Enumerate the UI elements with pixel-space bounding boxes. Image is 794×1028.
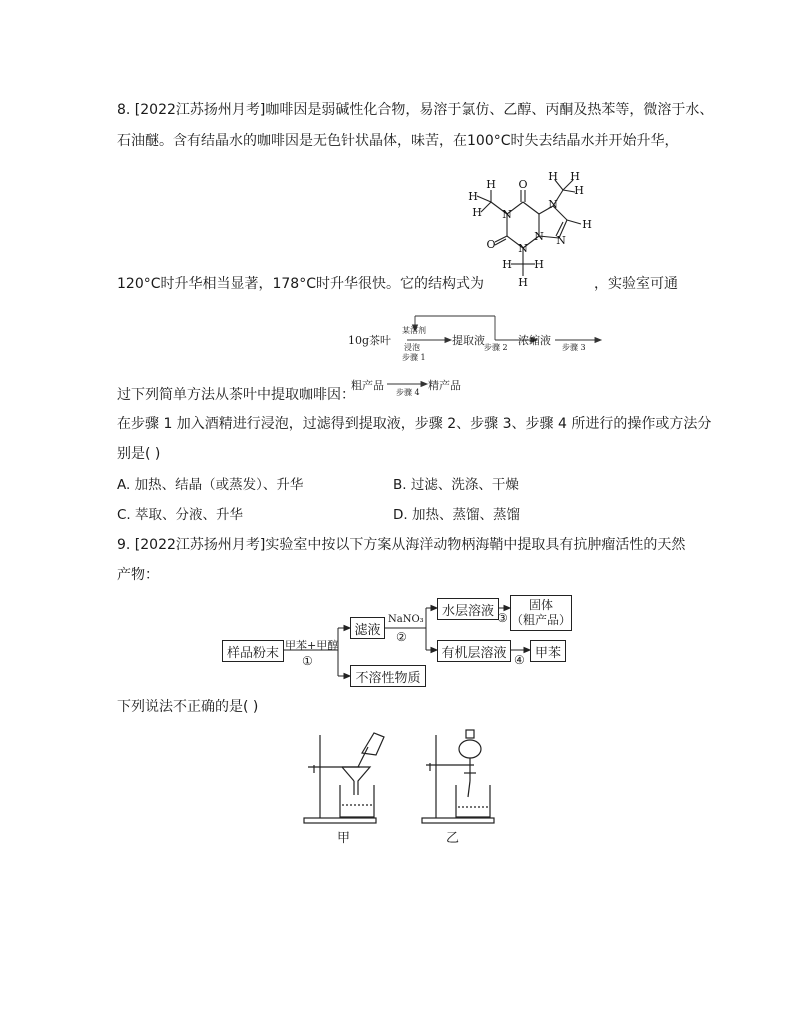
- atom-h: H: [486, 178, 496, 191]
- atom-h: H: [574, 184, 584, 197]
- option-c[interactable]: C. 萃取、分液、升华: [117, 507, 244, 523]
- atom-n: N: [518, 242, 528, 255]
- atom-n: N: [556, 234, 566, 247]
- solid-line-2: （粗产品）: [511, 613, 572, 627]
- q8-line-5: 在步骤 1 加入酒精进行浸泡，过滤得到提取液，步骤 2、步骤 3、步骤 4 所进行的操作或方法分: [117, 416, 712, 432]
- flow-tea: 10g茶叶: [348, 334, 392, 347]
- option-b[interactable]: B. 过滤、洗涤、干燥: [393, 477, 519, 493]
- box-aqueous: 水层溶液: [437, 598, 499, 620]
- atom-n: N: [548, 198, 558, 211]
- atom-o: O: [518, 178, 528, 191]
- flow-step1-top: 浸泡: [404, 343, 420, 352]
- label-jia: 甲: [337, 831, 351, 846]
- flow-extract: 提取液: [452, 334, 485, 347]
- atom-h: H: [582, 218, 592, 231]
- label-nano3: NaNO₃: [388, 614, 424, 625]
- flow-solvent: 某溶剂: [402, 326, 426, 335]
- atom-n: N: [534, 230, 544, 243]
- atom-h: H: [472, 206, 482, 219]
- q9-question: 下列说法不正确的是( ): [117, 699, 259, 715]
- option-d[interactable]: D. 加热、蒸馏、蒸馏: [393, 507, 520, 523]
- label-step1: ①: [302, 654, 313, 668]
- atom-h: H: [534, 258, 544, 271]
- label-step2: ②: [396, 630, 407, 644]
- label-step3: ③: [497, 611, 508, 625]
- q8-line-1: 8. [2022江苏扬州月考]咖啡因是弱碱性化合物，易溶于氯仿、乙醇、丙酮及热苯等，微溶于水、: [117, 102, 714, 118]
- flow-concentrate: 浓缩液: [518, 334, 551, 347]
- atom-h: H: [548, 172, 558, 183]
- box-solid: [510, 595, 572, 631]
- q8-line-6: 别是( ): [117, 446, 161, 462]
- flow-crude: 粗产品: [351, 379, 384, 392]
- q8-line-3-before: 120°C时升华相当显著，178°C时升华很快。它的结构式为: [117, 276, 484, 292]
- flow-step1-bottom: 步骤 1: [402, 353, 426, 362]
- atom-h: H: [570, 172, 580, 183]
- box-organic: 有机层溶液: [437, 640, 511, 662]
- apparatus-separatory-funnel: [418, 725, 503, 830]
- option-a[interactable]: A. 加热、结晶（或蒸发）、升华: [117, 477, 304, 493]
- q9-line-1: 9. [2022江苏扬州月考]实验室中按以下方案从海洋动物柄海鞘中提取具有抗肿瘤活性的天然: [117, 537, 686, 553]
- box-filtrate: 滤液: [350, 617, 385, 639]
- solid-line-1: 固体: [528, 598, 553, 612]
- q8-flow-arrows: [345, 312, 605, 397]
- box-sample: 样品粉末: [222, 640, 284, 662]
- atom-o: O: [486, 238, 496, 251]
- box-toluene: 甲苯: [530, 640, 566, 662]
- label-reagent1: 甲苯+甲醇: [285, 639, 339, 652]
- atom-n: N: [502, 208, 512, 221]
- label-yi: 乙: [446, 831, 460, 846]
- q9-line-2: 产物：: [117, 567, 159, 583]
- flow-step2: 步骤 2: [484, 343, 508, 352]
- q8-line-3-after: ，实验室可通: [594, 276, 678, 292]
- atom-h: H: [518, 276, 528, 289]
- flow-step4: 步骤 4: [396, 388, 420, 397]
- box-insoluble: 不溶性物质: [350, 665, 426, 687]
- flow-pure: 精产品: [428, 379, 461, 392]
- q8-line-4: 过下列简单方法从茶叶中提取咖啡因：: [117, 387, 355, 403]
- label-step4: ④: [514, 653, 525, 667]
- q8-line-2: 石油醚。含有结晶水的咖啡因是无色针状晶体，味苦，在100°C时失去结晶水并开始升华，: [117, 133, 679, 149]
- atom-h: H: [468, 190, 478, 203]
- atom-h: H: [502, 258, 512, 271]
- flow-step3: 步骤 3: [562, 343, 586, 352]
- apparatus-filtration: [300, 725, 395, 830]
